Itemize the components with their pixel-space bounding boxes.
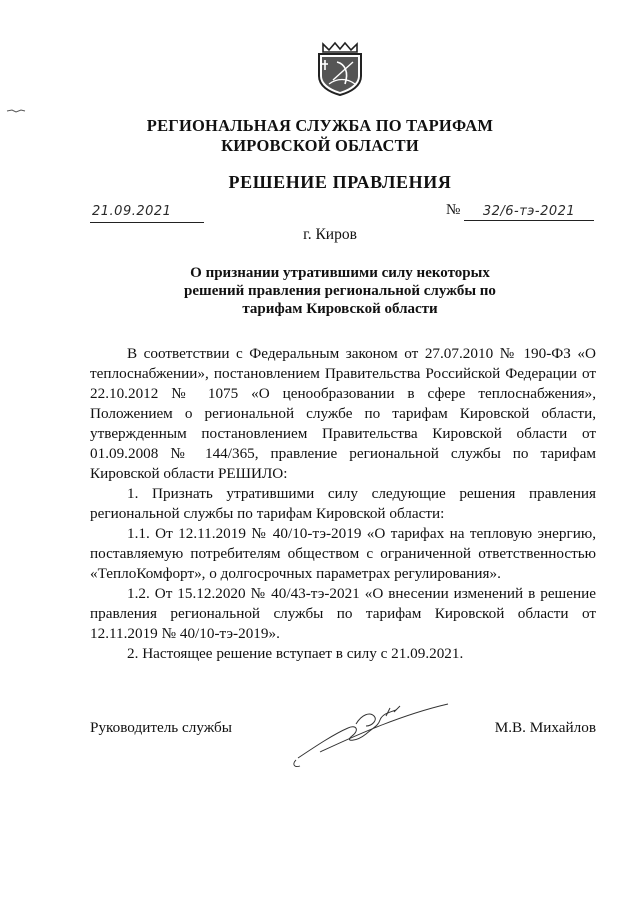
decision-date: 21.09.2021 [90, 204, 204, 223]
number-sign: № [446, 202, 461, 218]
item-1-1-paragraph: 1.1. От 12.11.2019 № 40/10-тэ-2019 «О тарифах на тепловую энергию, поставляемую потребителям обществом с ограниченной ответственностью «ТеплоКомфорт», о долгосрочных параметрах регулирования». [90, 525, 596, 582]
decision-number-block [446, 202, 596, 222]
handwritten-signature [286, 696, 456, 770]
signatory-name: М.В. Михайлов [494, 719, 596, 736]
item-2-paragraph: 2. Настоящее решение вступает в силу с 21.09.2021. [127, 645, 464, 662]
preamble-paragraph: В соответствии с Федеральным законом от 27.07.2010 № 190-ФЗ «О теплоснабжении», постановлением Правительства Российской Федерации от 22.10.2012 № 1075 «О ценообразовании в сфере теплоснабжения», Положением о региональной службе по тарифам Кировской области, утвержденным постановлением Правительства Кировской области от 01.09.2008 № 144/365, правление региональной службы по тарифам Кировской области РЕШИЛО: [90, 345, 596, 482]
decision-body [90, 344, 596, 664]
item-1-paragraph: 1. Признать утратившими силу следующие решения правления региональной службы по тарифам Кировской области: [90, 485, 596, 522]
margin-mark [6, 108, 26, 114]
decision-number: 32/6-тэ-2021 [464, 204, 594, 221]
document-type-title: РЕШЕНИЕ ПРАВЛЕНИЯ [228, 172, 452, 192]
city: г. Киров [303, 226, 357, 243]
item-1-2-paragraph: 1.2. От 15.12.2020 № 40/43-тэ-2021 «О внесении изменений в решение правления региональной службы по тарифам Кировской области от 12.11.2019 № 40/10-тэ-2019». [90, 585, 596, 642]
kirov-coat-of-arms-icon [315, 40, 365, 96]
signatory-position: Руководитель службы [90, 719, 232, 736]
decision-subject: О признании утратившими силу некоторых решений правления региональной службы по тарифам Кировской области [184, 265, 496, 317]
organization-name-line1: РЕГИОНАЛЬНАЯ СЛУЖБА ПО ТАРИФАМ [146, 116, 494, 135]
organization-name-line2: КИРОВСКОЙ ОБЛАСТИ [221, 136, 419, 155]
